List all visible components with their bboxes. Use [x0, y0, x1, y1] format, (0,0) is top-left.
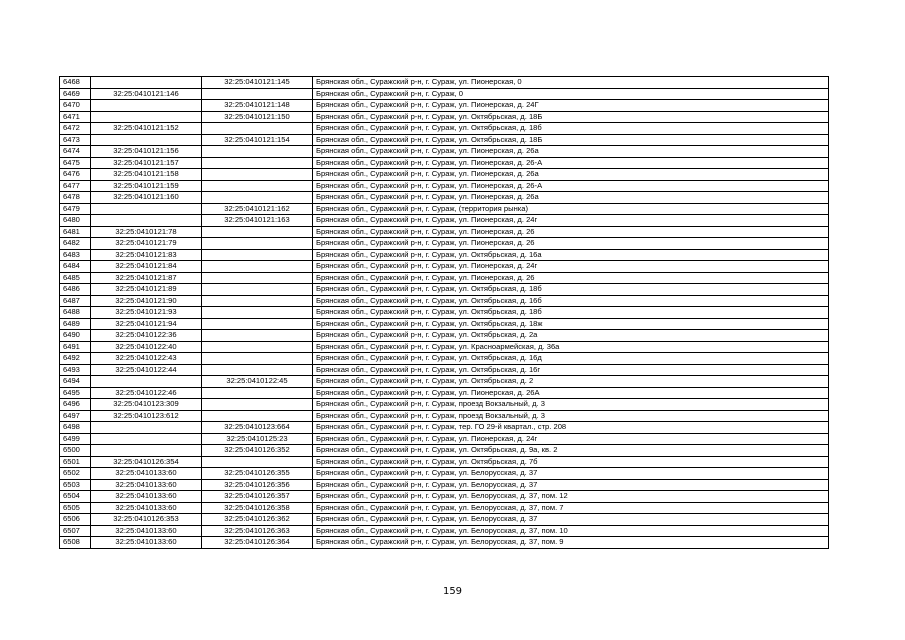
cadastral-number-secondary-cell: 32:25:0410121:163 — [202, 215, 313, 227]
row-number-cell: 6469 — [60, 88, 91, 100]
cadastral-number-cell — [91, 134, 202, 146]
row-number-cell: 6485 — [60, 272, 91, 284]
cadastral-number-cell — [91, 100, 202, 112]
table-row — [60, 307, 829, 319]
cadastral-number-cell — [91, 203, 202, 215]
row-number-cell: 6478 — [60, 192, 91, 204]
row-number-cell: 6488 — [60, 307, 91, 319]
row-number-cell: 6503 — [60, 479, 91, 491]
cadastral-number-cell: 32:25:0410121:78 — [91, 226, 202, 238]
row-number-cell: 6476 — [60, 169, 91, 181]
table-row — [60, 249, 829, 261]
row-number-cell: 6506 — [60, 514, 91, 526]
cadastral-number-cell — [91, 77, 202, 89]
address-cell: Брянская обл., Суражский р-н, г. Сураж, ул. Пионерская, д. 24Г — [313, 100, 829, 112]
row-number-cell: 6508 — [60, 537, 91, 549]
cadastral-number-secondary-cell — [202, 169, 313, 181]
row-number-cell: 6493 — [60, 364, 91, 376]
table-row — [60, 468, 829, 480]
row-number-cell: 6487 — [60, 295, 91, 307]
address-cell: Брянская обл., Суражский р-н, г. Сураж, ул. Октябрьская, д. 16д — [313, 353, 829, 365]
cadastral-number-secondary-cell: 32:25:0410121:162 — [202, 203, 313, 215]
cadastral-number-secondary-cell: 32:25:0410126:357 — [202, 491, 313, 503]
row-number-cell: 6479 — [60, 203, 91, 215]
row-number-cell: 6492 — [60, 353, 91, 365]
row-number-cell: 6475 — [60, 157, 91, 169]
table-row — [60, 284, 829, 296]
table-row — [60, 514, 829, 526]
cadastral-number-secondary-cell — [202, 249, 313, 261]
cadastral-number-secondary-cell — [202, 88, 313, 100]
row-number-cell: 6480 — [60, 215, 91, 227]
table-row — [60, 226, 829, 238]
cadastral-number-secondary-cell — [202, 284, 313, 296]
row-number-cell: 6496 — [60, 399, 91, 411]
cadastral-number-cell: 32:25:0410121:157 — [91, 157, 202, 169]
table-row — [60, 100, 829, 112]
table-row — [60, 261, 829, 273]
address-cell: Брянская обл., Суражский р-н, г. Сураж, ул. Пионерская, 0 — [313, 77, 829, 89]
address-cell: Брянская обл., Суражский р-н, г. Сураж, ул. Пионерская, д. 26-А — [313, 180, 829, 192]
address-cell: Брянская обл., Суражский р-н, г. Сураж, ул. Октябрьская, д. 9а, кв. 2 — [313, 445, 829, 457]
address-cell: Брянская обл., Суражский р-н, г. Сураж, ул. Октябрьская, д. 18б — [313, 123, 829, 135]
cadastral-number-secondary-cell — [202, 387, 313, 399]
cadastral-number-secondary-cell — [202, 157, 313, 169]
cadastral-number-cell: 32:25:0410133:60 — [91, 491, 202, 503]
cadastral-number-secondary-cell: 32:25:0410126:358 — [202, 502, 313, 514]
address-cell: Брянская обл., Суражский р-н, г. Сураж, ул. Октябрьская, д. 16г — [313, 364, 829, 376]
table-row — [60, 146, 829, 158]
table-row — [60, 537, 829, 549]
cadastral-number-secondary-cell — [202, 238, 313, 250]
address-cell: Брянская обл., Суражский р-н, г. Сураж, ул. Белорусская, д. 37, пом. 9 — [313, 537, 829, 549]
row-number-cell: 6473 — [60, 134, 91, 146]
cadastral-number-cell: 32:25:0410122:46 — [91, 387, 202, 399]
cadastral-number-secondary-cell — [202, 330, 313, 342]
cadastral-number-cell: 32:25:0410126:353 — [91, 514, 202, 526]
row-number-cell: 6482 — [60, 238, 91, 250]
cadastral-number-secondary-cell: 32:25:0410121:154 — [202, 134, 313, 146]
row-number-cell: 6507 — [60, 525, 91, 537]
address-cell: Брянская обл., Суражский р-н, г. Сураж, ул. Пионерская, д. 26-А — [313, 157, 829, 169]
table-row — [60, 330, 829, 342]
page-number: 159 — [442, 586, 463, 597]
address-cell: Брянская обл., Суражский р-н, г. Сураж, ул. Пионерская, д. 26А — [313, 387, 829, 399]
cadastral-number-cell: 32:25:0410133:60 — [91, 502, 202, 514]
cadastral-number-secondary-cell — [202, 307, 313, 319]
address-cell: Брянская обл., Суражский р-н, г. Сураж, ул. Пионерская, д. 26а — [313, 169, 829, 181]
cadastral-number-cell: 32:25:0410121:146 — [91, 88, 202, 100]
row-number-cell: 6472 — [60, 123, 91, 135]
cadastral-number-cell: 32:25:0410121:159 — [91, 180, 202, 192]
table-row — [60, 169, 829, 181]
cadastral-number-secondary-cell: 32:25:0410121:148 — [202, 100, 313, 112]
table-row — [60, 445, 829, 457]
table-row — [60, 238, 829, 250]
row-number-cell: 6489 — [60, 318, 91, 330]
cadastral-number-cell: 32:25:0410121:160 — [91, 192, 202, 204]
cadastral-number-cell: 32:25:0410133:60 — [91, 479, 202, 491]
cadastral-number-secondary-cell — [202, 353, 313, 365]
cadastral-number-secondary-cell — [202, 295, 313, 307]
table-row — [60, 134, 829, 146]
address-cell: Брянская обл., Суражский р-н, г. Сураж, ул. Пионерская, д. 26а — [313, 192, 829, 204]
cadastral-number-cell — [91, 445, 202, 457]
table-row — [60, 456, 829, 468]
cadastral-number-cell: 32:25:0410123:612 — [91, 410, 202, 422]
row-number-cell: 6505 — [60, 502, 91, 514]
registry-table-body — [60, 77, 829, 549]
table-row — [60, 525, 829, 537]
cadastral-number-secondary-cell — [202, 146, 313, 158]
address-cell: Брянская обл., Суражский р-н, г. Сураж, ул. Пионерская, д. 26 — [313, 272, 829, 284]
address-cell: Брянская обл., Суражский р-н, г. Сураж, ул. Октябрьская, д. 7б — [313, 456, 829, 468]
address-cell: Брянская обл., Суражский р-н, г. Сураж, ул. Белорусская, д. 37, пом. 10 — [313, 525, 829, 537]
address-cell: Брянская обл., Суражский р-н, г. Сураж, ул. Октябрьская, д. 18ж — [313, 318, 829, 330]
row-number-cell: 6497 — [60, 410, 91, 422]
cadastral-number-secondary-cell — [202, 318, 313, 330]
cadastral-number-secondary-cell: 32:25:0410126:362 — [202, 514, 313, 526]
table-row — [60, 295, 829, 307]
table-row — [60, 318, 829, 330]
address-cell: Брянская обл., Суражский р-н, г. Сураж, проезд Вокзальный, д. 3 — [313, 410, 829, 422]
cadastral-number-secondary-cell — [202, 364, 313, 376]
cadastral-number-cell: 32:25:0410122:36 — [91, 330, 202, 342]
table-row — [60, 422, 829, 434]
row-number-cell: 6490 — [60, 330, 91, 342]
cadastral-number-cell — [91, 111, 202, 123]
row-number-cell: 6468 — [60, 77, 91, 89]
address-cell: Брянская обл., Суражский р-н, г. Сураж, тер. ГО 29-й квартал., стр. 208 — [313, 422, 829, 434]
table-row — [60, 433, 829, 445]
cadastral-number-cell: 32:25:0410121:93 — [91, 307, 202, 319]
cadastral-number-cell: 32:25:0410121:158 — [91, 169, 202, 181]
row-number-cell: 6500 — [60, 445, 91, 457]
row-number-cell: 6483 — [60, 249, 91, 261]
address-cell: Брянская обл., Суражский р-н, г. Сураж, ул. Белорусская, д. 37 — [313, 479, 829, 491]
address-cell: Брянская обл., Суражский р-н, г. Сураж, ул. Белорусская, д. 37, пом. 12 — [313, 491, 829, 503]
table-row — [60, 341, 829, 353]
address-cell: Брянская обл., Суражский р-н, г. Сураж, ул. Октябрьская, д. 18Б — [313, 134, 829, 146]
cadastral-number-secondary-cell — [202, 180, 313, 192]
cadastral-number-cell: 32:25:0410121:84 — [91, 261, 202, 273]
address-cell: Брянская обл., Суражский р-н, г. Сураж, ул. Пионерская, д. 26 — [313, 226, 829, 238]
cadastral-number-secondary-cell — [202, 261, 313, 273]
table-row — [60, 353, 829, 365]
table-row — [60, 272, 829, 284]
address-cell: Брянская обл., Суражский р-н, г. Сураж, ул. Октябрьская, д. 16б — [313, 295, 829, 307]
cadastral-number-cell: 32:25:0410122:44 — [91, 364, 202, 376]
row-number-cell: 6470 — [60, 100, 91, 112]
row-number-cell: 6495 — [60, 387, 91, 399]
table-row — [60, 215, 829, 227]
address-cell: Брянская обл., Суражский р-н, г. Сураж, ул. Октябрьская, д. 16а — [313, 249, 829, 261]
cadastral-number-secondary-cell: 32:25:0410121:145 — [202, 77, 313, 89]
address-cell: Брянская обл., Суражский р-н, г. Сураж, 0 — [313, 88, 829, 100]
cadastral-number-secondary-cell — [202, 226, 313, 238]
cadastral-number-secondary-cell: 32:25:0410126:352 — [202, 445, 313, 457]
address-cell: Брянская обл., Суражский р-н, г. Сураж, ул. Красноармейская, д. 36а — [313, 341, 829, 353]
table-row — [60, 180, 829, 192]
table-row — [60, 502, 829, 514]
cadastral-number-cell: 32:25:0410123:309 — [91, 399, 202, 411]
cadastral-number-secondary-cell: 32:25:0410126:356 — [202, 479, 313, 491]
row-number-cell: 6474 — [60, 146, 91, 158]
address-cell: Брянская обл., Суражский р-н, г. Сураж, проезд Вокзальный, д. 3 — [313, 399, 829, 411]
address-cell: Брянская обл., Суражский р-н, г. Сураж, ул. Белорусская, д. 37 — [313, 468, 829, 480]
table-row — [60, 111, 829, 123]
address-cell: Брянская обл., Суражский р-н, г. Сураж, ул. Октябрьская, д. 18б — [313, 307, 829, 319]
cadastral-number-cell: 32:25:0410133:60 — [91, 468, 202, 480]
cadastral-number-cell — [91, 215, 202, 227]
address-cell: Брянская обл., Суражский р-н, г. Сураж, ул. Октябрьская, д. 2 — [313, 376, 829, 388]
cadastral-number-secondary-cell: 32:25:0410126:364 — [202, 537, 313, 549]
cadastral-number-cell: 32:25:0410121:152 — [91, 123, 202, 135]
row-number-cell: 6494 — [60, 376, 91, 388]
row-number-cell: 6501 — [60, 456, 91, 468]
cadastral-number-secondary-cell — [202, 123, 313, 135]
cadastral-number-secondary-cell: 32:25:0410121:150 — [202, 111, 313, 123]
cadastral-number-cell: 32:25:0410121:89 — [91, 284, 202, 296]
table-row — [60, 479, 829, 491]
address-cell: Брянская обл., Суражский р-н, г. Сураж, ул. Октябрьская, д. 18б — [313, 284, 829, 296]
table-row — [60, 77, 829, 89]
cadastral-number-cell — [91, 376, 202, 388]
cadastral-number-secondary-cell: 32:25:0410122:45 — [202, 376, 313, 388]
cadastral-number-secondary-cell — [202, 399, 313, 411]
cadastral-number-cell — [91, 433, 202, 445]
table-row — [60, 123, 829, 135]
address-cell: Брянская обл., Суражский р-н, г. Сураж, ул. Белорусская, д. 37, пом. 7 — [313, 502, 829, 514]
address-cell: Брянская обл., Суражский р-н, г. Сураж, ул. Пионерская, д. 24г — [313, 433, 829, 445]
row-number-cell: 6491 — [60, 341, 91, 353]
row-number-cell: 6502 — [60, 468, 91, 480]
address-cell: Брянская обл., Суражский р-н, г. Сураж, ул. Пионерская, д. 24г — [313, 261, 829, 273]
cadastral-number-cell: 32:25:0410121:87 — [91, 272, 202, 284]
cadastral-number-cell: 32:25:0410121:90 — [91, 295, 202, 307]
address-cell: Брянская обл., Суражский р-н, г. Сураж, ул. Белорусская, д. 37 — [313, 514, 829, 526]
cadastral-number-secondary-cell — [202, 192, 313, 204]
table-row — [60, 203, 829, 215]
cadastral-number-cell: 32:25:0410121:83 — [91, 249, 202, 261]
row-number-cell: 6477 — [60, 180, 91, 192]
cadastral-number-secondary-cell — [202, 410, 313, 422]
row-number-cell: 6481 — [60, 226, 91, 238]
row-number-cell: 6498 — [60, 422, 91, 434]
cadastral-number-secondary-cell — [202, 272, 313, 284]
cadastral-number-secondary-cell: 32:25:0410126:355 — [202, 468, 313, 480]
table-row — [60, 376, 829, 388]
address-cell: Брянская обл., Суражский р-н, г. Сураж, ул. Октябрьская, д. 2а — [313, 330, 829, 342]
cadastral-number-cell: 32:25:0410122:43 — [91, 353, 202, 365]
table-row — [60, 387, 829, 399]
cadastral-number-cell: 32:25:0410121:79 — [91, 238, 202, 250]
table-row — [60, 410, 829, 422]
cadastral-number-cell: 32:25:0410122:40 — [91, 341, 202, 353]
address-cell: Брянская обл., Суражский р-н, г. Сураж, ул. Пионерская, д. 26 — [313, 238, 829, 250]
table-row — [60, 192, 829, 204]
cadastral-number-secondary-cell: 32:25:0410126:363 — [202, 525, 313, 537]
table-row — [60, 88, 829, 100]
table-row — [60, 157, 829, 169]
row-number-cell: 6499 — [60, 433, 91, 445]
address-cell: Брянская обл., Суражский р-н, г. Сураж, ул. Пионерская, д. 26а — [313, 146, 829, 158]
address-cell: Брянская обл., Суражский р-н, г. Сураж, ул. Октябрьская, д. 18Б — [313, 111, 829, 123]
registry-table — [59, 76, 829, 549]
cadastral-number-cell: 32:25:0410121:156 — [91, 146, 202, 158]
cadastral-number-secondary-cell — [202, 341, 313, 353]
address-cell: Брянская обл., Суражский р-н, г. Сураж, ул. Пионерская, д. 24г — [313, 215, 829, 227]
row-number-cell: 6471 — [60, 111, 91, 123]
cadastral-number-cell — [91, 422, 202, 434]
address-cell: Брянская обл., Суражский р-н, г. Сураж, (территория рынка) — [313, 203, 829, 215]
cadastral-number-cell: 32:25:0410121:94 — [91, 318, 202, 330]
table-row — [60, 491, 829, 503]
row-number-cell: 6504 — [60, 491, 91, 503]
table-row — [60, 399, 829, 411]
table-row — [60, 364, 829, 376]
row-number-cell: 6486 — [60, 284, 91, 296]
cadastral-number-secondary-cell: 32:25:0410125:23 — [202, 433, 313, 445]
row-number-cell: 6484 — [60, 261, 91, 273]
cadastral-number-secondary-cell: 32:25:0410123:664 — [202, 422, 313, 434]
cadastral-number-secondary-cell — [202, 456, 313, 468]
cadastral-number-cell: 32:25:0410126:354 — [91, 456, 202, 468]
cadastral-number-cell: 32:25:0410133:60 — [91, 525, 202, 537]
cadastral-number-cell: 32:25:0410133:60 — [91, 537, 202, 549]
